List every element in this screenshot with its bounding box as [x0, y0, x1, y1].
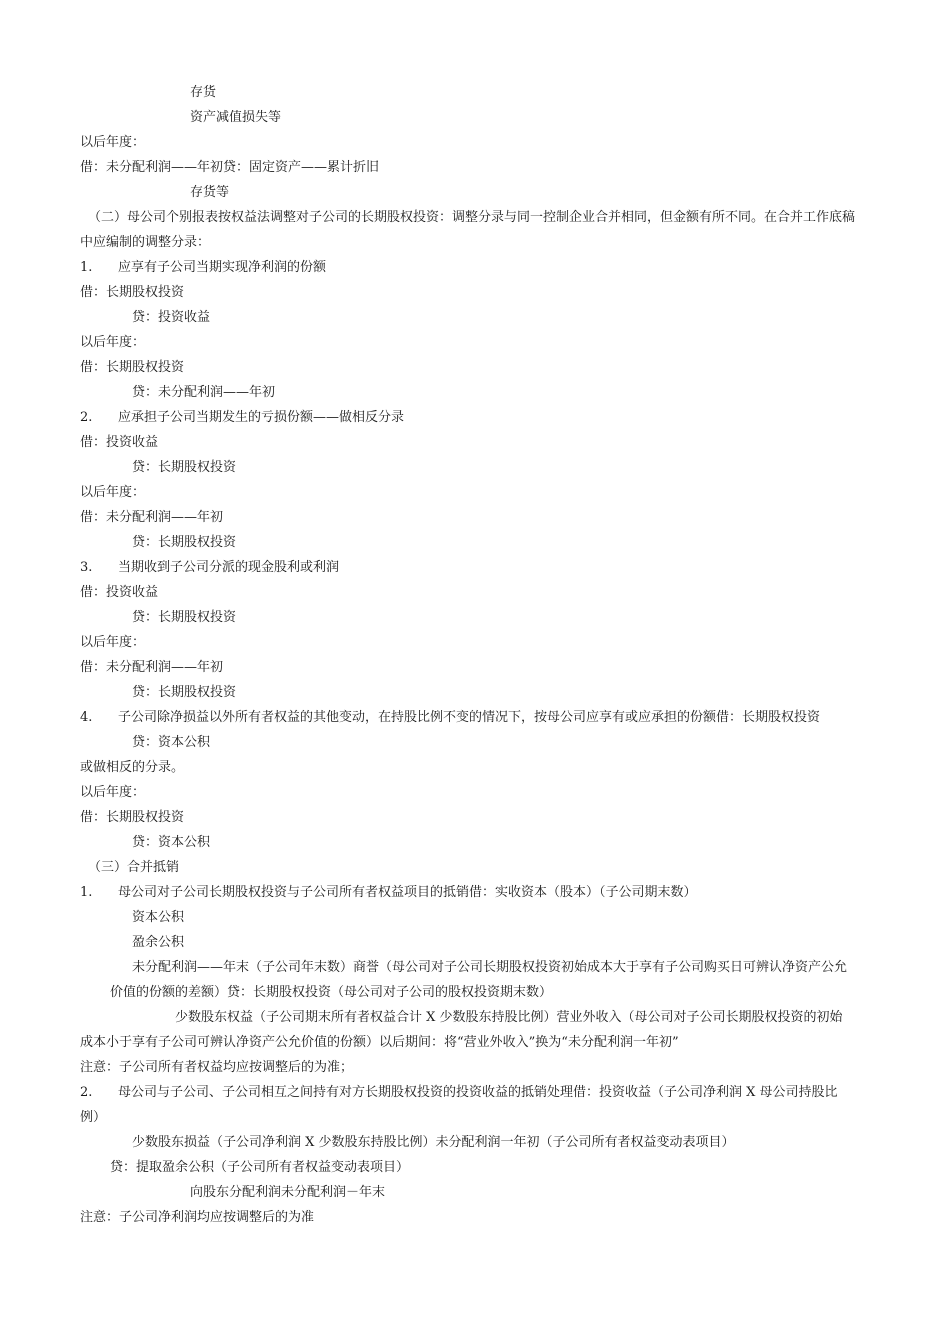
text-line: 以后年度： — [80, 135, 146, 150]
text-line: 贷：资本公积 — [132, 735, 211, 750]
text-line: 借：长期股权投资 — [80, 810, 185, 825]
item-text: 子公司除净损益以外所有者权益的其他变动，在持股比例不变的情况下，按母公司应享有或应承担的份额借：长期股权投资 — [118, 710, 821, 725]
item-number: 3. — [80, 560, 93, 575]
text-line: 贷：长期股权投资 — [132, 460, 237, 475]
text-line: 借：投资收益 — [80, 585, 159, 600]
note-line: 注意：子公司净利润均应按调整后的为准 — [80, 1210, 315, 1225]
text-line: 资本公积 — [132, 910, 185, 925]
text-line: 借：未分配利润——年初 — [80, 510, 224, 525]
text-line: 少数股东损益（子公司净利润 X 少数股东持股比例）未分配利润一年初（子公司所有者权益变动表项目） — [132, 1135, 735, 1150]
text-line: 以后年度： — [80, 635, 146, 650]
text-line: 借：长期股权投资 — [80, 285, 185, 300]
item-text: 母公司与子公司、子公司相互之间持有对方长期股权投资的投资收益的抵销处理借：投资收益（子公司净利润 X 母公司持股比例） — [80, 1085, 838, 1125]
item-number: 1. — [80, 260, 93, 275]
text-line: 向股东分配利润未分配利润－年末 — [190, 1185, 386, 1200]
numbered-item — [80, 1080, 855, 1130]
text-paragraph: 未分配利润——年末（子公司年末数）商誉（母公司对子公司长期股权投资初始成本大于享有子公司购买日可辨认净资产公允价值的份额的差额）贷：长期股权投资（母公司对子公司的股权投资期末数） — [110, 960, 848, 1000]
text-line: 借：未分配利润——年初 — [80, 660, 224, 675]
text-line: 贷：投资收益 — [132, 310, 211, 325]
item-number: 2. — [80, 1085, 93, 1100]
item-number: 2. — [80, 410, 93, 425]
text-line: 借：未分配利润——年初贷：固定资产——累计折旧 — [80, 160, 380, 175]
text-line: 资产减值损失等 — [190, 110, 282, 125]
text-line: 贷：资本公积 — [132, 835, 211, 850]
text-line: 以后年度： — [80, 485, 146, 500]
text-line: 贷：提取盈余公积（子公司所有者权益变动表项目） — [110, 1160, 410, 1175]
text-line: 贷：长期股权投资 — [132, 685, 237, 700]
section-heading: （三）合并抵销 — [88, 860, 180, 875]
text-line: 盈余公积 — [132, 935, 185, 950]
text-line: 贷：长期股权投资 — [132, 535, 237, 550]
item-number: 1. — [80, 885, 93, 900]
section-heading: （二）母公司个别报表按权益法调整对子公司的长期股权投资：调整分录与同一控制企业合并相同，但金额有所不同。在合并工作底稿中应编制的调整分录： — [80, 210, 856, 250]
text-paragraph: 少数股东权益（子公司期末所有者权益合计 X 少数股东持股比例）营业外收入（母公司对子公司长期股权投资的初始成本小于享有子公司可辨认净资产公允价值的份额）以后期间：将“营业外收入”换为“未分配利润一年初” — [80, 1010, 843, 1050]
document-page — [80, 80, 855, 1230]
numbered-item — [80, 555, 855, 580]
numbered-item — [80, 705, 855, 730]
item-text: 应承担子公司当期发生的亏损份额——做相反分录 — [118, 410, 405, 425]
item-text: 应享有子公司当期实现净利润的份额 — [118, 260, 327, 275]
text-line: 借：投资收益 — [80, 435, 159, 450]
text-line: 存货等 — [190, 185, 230, 200]
text-line: 贷：长期股权投资 — [132, 610, 237, 625]
numbered-item — [80, 405, 855, 430]
note-line: 注意：子公司所有者权益均应按调整后的为准； — [80, 1060, 354, 1075]
text-line: 以后年度： — [80, 785, 146, 800]
item-number: 4. — [80, 710, 93, 725]
item-text: 母公司对子公司长期股权投资与子公司所有者权益项目的抵销借：实收资本（股本）（子公司期末数） — [118, 885, 697, 900]
item-text: 当期收到子公司分派的现金股利或利润 — [118, 560, 340, 575]
text-line: 或做相反的分录。 — [80, 760, 185, 775]
text-line: 以后年度： — [80, 335, 146, 350]
text-line: 贷：未分配利润——年初 — [132, 385, 276, 400]
numbered-item — [80, 255, 855, 280]
text-line: 存货 — [190, 85, 217, 100]
numbered-item — [80, 880, 855, 905]
text-line: 借：长期股权投资 — [80, 360, 185, 375]
